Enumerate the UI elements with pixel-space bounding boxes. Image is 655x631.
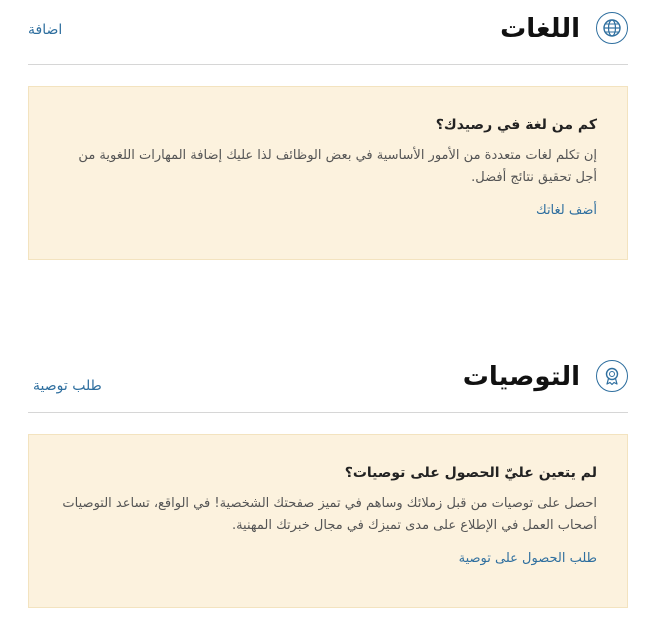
- recommendations-card-body: احصل على توصيات من قبل زملائك وساهم في تميز صفحتك الشخصية! في الواقع، تساعد التوصيات أصحاب العمل في الإطلاع على مدى تميزك في مجال خبرتك المهنية.: [62, 496, 597, 533]
- add-language-button[interactable]: اضافة: [28, 22, 63, 38]
- languages-section: [28, 0, 628, 260]
- recommendations-header: [28, 348, 628, 413]
- languages-card-body: إن تكلم لغات متعددة من الأمور الأساسية في بعض الوظائف لذا عليك إضافة المهارات اللغوية من أجل تحقيق نتائج أفضل.: [78, 148, 597, 185]
- request-recommendation-button[interactable]: طلب توصية: [33, 378, 102, 394]
- languages-card-heading: كم من لغة في رصيدك؟: [435, 117, 597, 133]
- recommendations-card-heading: لم يتعين عليّ الحصول على توصيات؟: [344, 465, 597, 481]
- recommendations-section: [28, 348, 628, 608]
- award-icon: [596, 360, 628, 392]
- languages-title: اللغات: [500, 14, 580, 44]
- get-recommendation-link[interactable]: طلب الحصول على توصية: [458, 551, 597, 566]
- recommendations-title: التوصيات: [462, 362, 580, 392]
- languages-header: [28, 0, 628, 65]
- add-languages-link[interactable]: أضف لغاتك: [535, 203, 597, 218]
- globe-icon: [596, 12, 628, 44]
- languages-info-card: [28, 86, 628, 260]
- recommendations-info-card: [28, 434, 628, 608]
